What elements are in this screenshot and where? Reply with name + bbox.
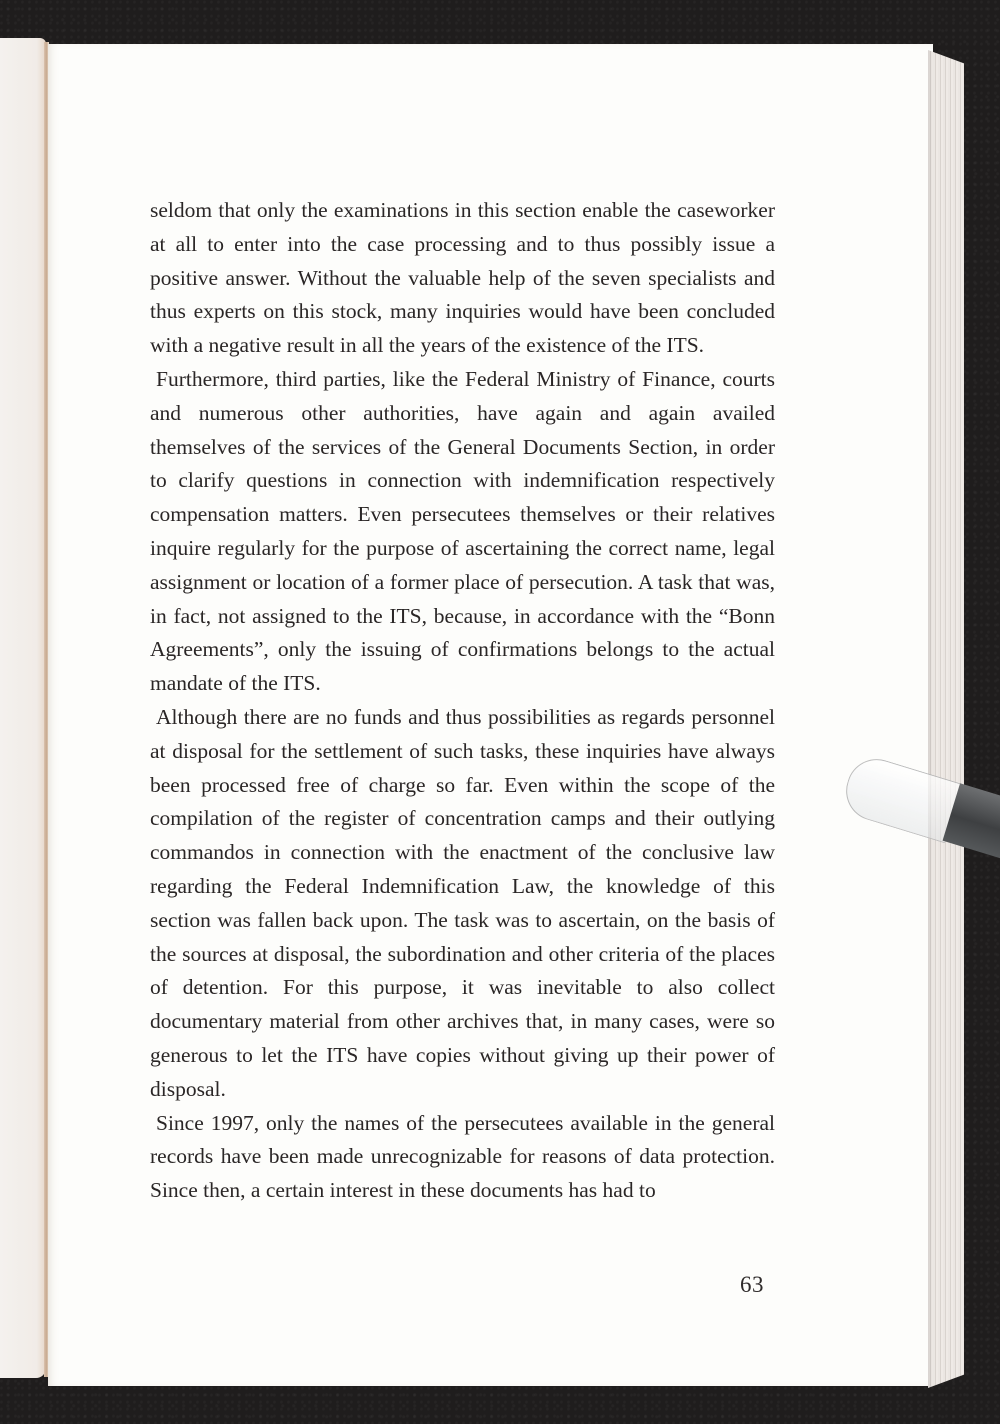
paragraph-3: Although there are no funds and thus possibilities as regards personnel at disposal for the settlement of such tasks, these inquiries have always been processed free of charge so far. Even within the scope of the compilation of the register of concentration camps and their outlying commandos in connection with the enactment of the conclusive law regarding the Federal Indemnification Law, the knowledge of this section was fallen back upon. The task was to ascertain, on the basis of the sources at disposal, the subordination and other criteria of the places of detention. For this purpose, it was inevitable to also collect documentary material from other archives that, in many cases, were so generous to let the ITS have copies without giving up their power of disposal. (150, 704, 775, 1101)
page-block-edges (928, 50, 964, 1388)
paragraph-2: Furthermore, third parties, like the Federal Ministry of Finance, courts and numerous other authorities, have again and again availed themselves of the services of the General Documents Section, in order to clarify questions in connection with indemnification respectively compensation matters. Even persecutees themselves or their relatives inquire regularly for the purpose of ascertaining the correct name, legal assignment or location of a former place of persecution. A task that was, in fact, not assigned to the ITS, because, in accordance with the “Bonn Agreements”, only the issuing of confirmations belongs to the actual mandate of the ITS. (150, 366, 775, 696)
left-facing-page-edge (0, 38, 46, 1378)
body-text (150, 194, 775, 1208)
paragraph-1-continued: seldom that only the examinations in this section enable the caseworker at all to enter into the case processing and to thus possibly issue a positive answer. Without the valuable help of the seven specialists and thus experts on this stock, many inquiries would have been concluded with a negative result in all the years of the existence of the ITS. (150, 198, 775, 358)
page-number: 63 (740, 1272, 764, 1297)
paragraph-4: Since 1997, only the names of the persecutees available in the general records have been made unrecognizable for reasons of data protection. Since then, a certain interest in these documents has had to (150, 1110, 775, 1203)
clip-transparent-tip (839, 752, 963, 844)
